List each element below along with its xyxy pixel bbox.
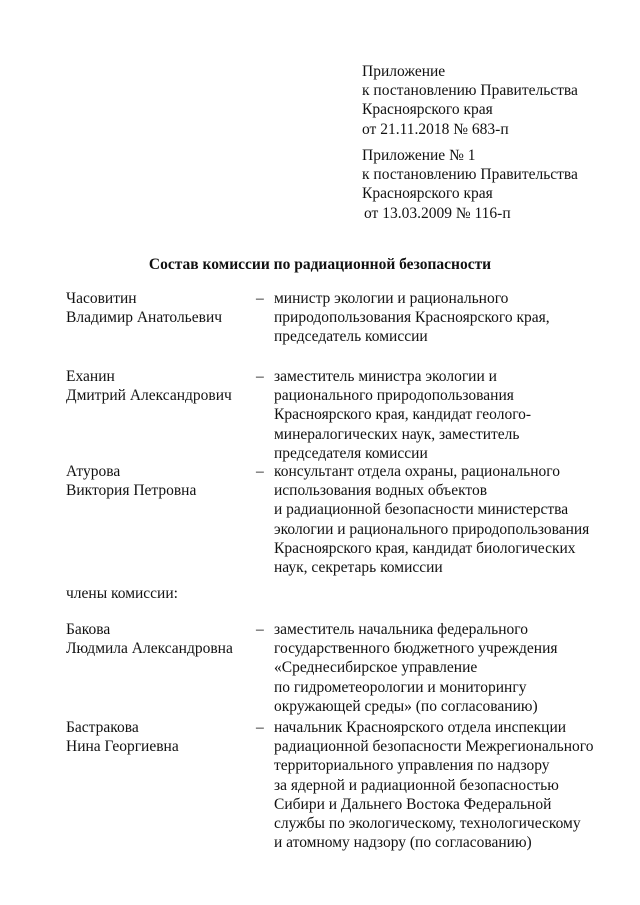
appendix-reference-original <box>362 146 578 223</box>
member-surname: Атурова <box>66 463 121 480</box>
dash-separator: – <box>256 719 264 736</box>
member-surname: Еханин <box>66 368 115 385</box>
appendix-line: к постановлению Правительства <box>362 82 578 100</box>
member-surname: Бакова <box>66 621 111 638</box>
document-title: Состав комиссии по радиационной безопасности <box>148 256 492 273</box>
appendix-reference-current <box>362 62 578 139</box>
position-line: окружающей среды» (по согласованию) <box>274 697 538 715</box>
position-line: радиационной безопасности Межрегионального <box>274 738 594 756</box>
position-line: начальник Красноярского отдела инспекции <box>274 719 567 736</box>
position-line: рационального природопользования <box>274 387 514 405</box>
position-line: председатель комиссии <box>274 328 428 346</box>
member-name <box>66 620 233 658</box>
appendix-line: Приложение № 1 <box>362 147 476 164</box>
position-line: Сибири и Дальнего Востока Федеральной <box>274 795 552 813</box>
position-line: службы по экологическому, технологическому <box>274 815 581 833</box>
member-given-names: Виктория Петровна <box>66 482 197 500</box>
position-line: Красноярского края, кандидат биологических <box>274 539 576 557</box>
position-line: министр экологии и рационального <box>274 290 509 307</box>
position-line: и атомному надзору (по согласованию) <box>274 834 532 852</box>
position-line: и радиационной безопасности министерства <box>274 501 569 519</box>
position-line: консультант отдела охраны, рационального <box>274 463 560 480</box>
position-line: председателя комиссии <box>274 444 428 462</box>
member-surname: Бастракова <box>66 719 139 736</box>
position-line: территориального управления по надзору <box>274 757 550 775</box>
dash-separator: – <box>256 621 264 638</box>
member-given-names: Нина Георгиевна <box>66 738 179 756</box>
member-position <box>274 367 531 463</box>
position-line: природопользования Красноярского края, <box>274 309 550 327</box>
appendix-line: от 21.11.2018 № 683-п <box>362 120 509 138</box>
position-line: использования водных объектов <box>274 482 488 500</box>
dash-separator: – <box>256 463 264 480</box>
dash-separator: – <box>256 368 264 385</box>
position-line: заместитель министра экологии и <box>274 368 497 385</box>
position-line: экологии и рационального природопользования <box>274 520 590 538</box>
members-section-label: члены комиссии: <box>66 585 178 602</box>
position-line: наук, секретарь комиссии <box>274 559 443 577</box>
position-line: государственного бюджетного учреждения <box>274 640 558 658</box>
member-name <box>66 367 232 405</box>
appendix-line: Красноярского края <box>362 101 493 119</box>
appendix-line: Красноярского края <box>362 185 493 203</box>
member-name <box>66 289 222 327</box>
member-position <box>274 289 550 347</box>
position-line: за ядерной и радиационной безопасностью <box>274 776 559 794</box>
member-position <box>274 620 558 716</box>
position-line: Красноярского края, кандидат геолого- <box>274 406 532 424</box>
member-given-names: Людмила Александровна <box>66 640 233 658</box>
member-name <box>66 462 196 500</box>
member-surname: Часовитин <box>66 290 137 307</box>
appendix-line: Приложение <box>362 63 446 80</box>
dash-separator: – <box>256 290 264 307</box>
position-line: «Среднесибирское управление <box>274 659 478 677</box>
member-position <box>274 718 593 852</box>
member-given-names: Дмитрий Александрович <box>66 387 232 405</box>
member-position <box>274 462 589 577</box>
position-line: минералогических наук, заместитель <box>274 425 520 443</box>
appendix-line: к постановлению Правительства <box>362 166 578 184</box>
member-given-names: Владимир Анатольевич <box>66 309 223 327</box>
position-line: заместитель начальника федерального <box>274 621 528 638</box>
position-line: по гидрометеорологии и мониторингу <box>274 678 527 696</box>
appendix-line: от 13.03.2009 № 116-п <box>364 204 511 222</box>
member-name <box>66 718 179 756</box>
